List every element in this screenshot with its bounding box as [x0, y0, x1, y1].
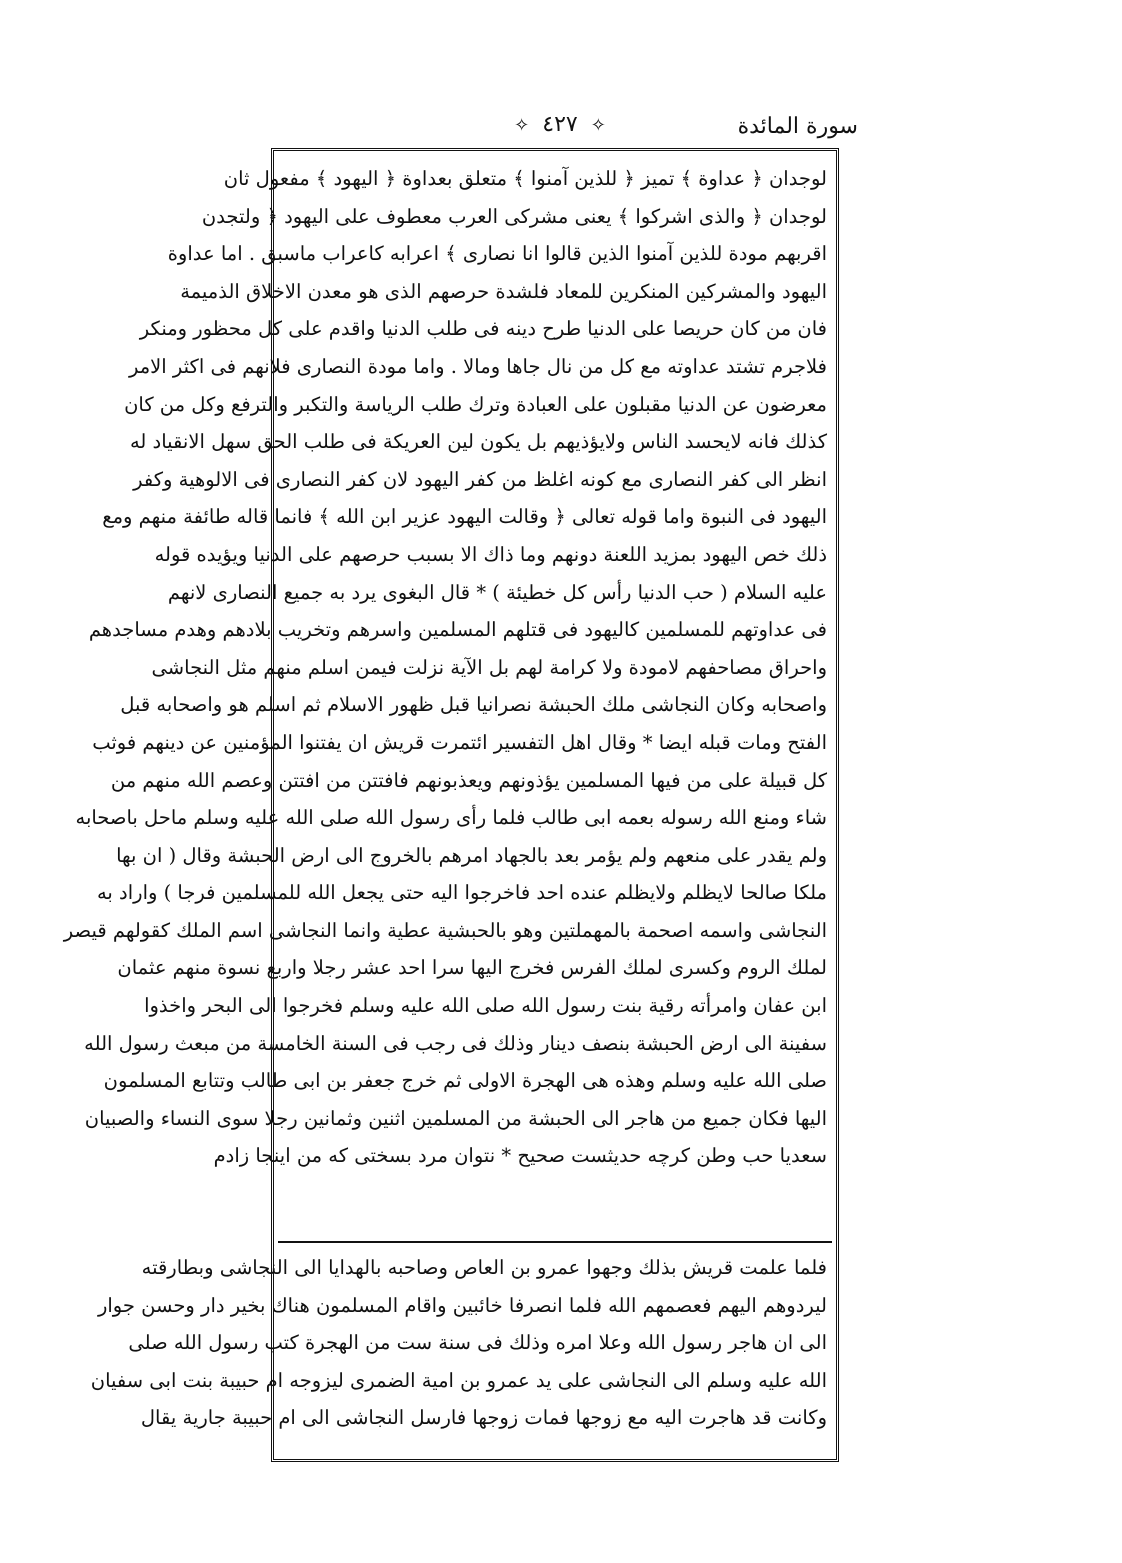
text-line: صلى الله عليه وسلم وهذه هى الهجرة الاولى ثم خرج جعفر بن ابى طالب وتتابع المسلمون: [103, 1069, 827, 1093]
text-line: ليردوهم اليهم فعصمهم الله فلما انصرفا خائبين واقام المسلمون هناك بخير دار وحسن جوار: [97, 1293, 827, 1317]
commentary-body: [63, 160, 827, 1175]
text-line: اقربهم مودة للذين آمنوا الذين قالوا انا نصارى ﴾ اعرابه كاعراب ماسبق . اما عداوة: [167, 242, 827, 266]
text-line: الفتح ومات قبله ايضا * وقال اهل التفسير ائتمرت قريش ان يفتنوا المؤمنين عن دينهم فوثب: [92, 730, 827, 754]
text-line: انظر الى كفر النصارى مع كونه اغلظ من كفر اليهود لان كفر النصارى فى الالوهية وكفر: [133, 467, 827, 491]
text-line: الله عليه وسلم الى النجاشى على يد عمرو بن امية الضمرى ليزوجه ام حبيبة بنت ابى سفيان: [90, 1368, 827, 1392]
text-line: وكانت قد هاجرت اليه مع زوجها فمات زوجها فارسل النجاشى الى ام حبيبة جارية يقال: [140, 1406, 827, 1430]
ornament-left-icon: ✧: [514, 115, 530, 136]
text-line: ولم يقدر على منعهم ولم يؤمر بعد بالجهاد امرهم بالخروج الى ارض الحبشة وقال ( ان بها: [116, 843, 827, 867]
text-line: اليهود والمشركين المنكرين للمعاد فلشدة حرصهم الذى هو معدن الاخلاق الذميمة: [180, 279, 827, 303]
persian-poem-line: سعديا حب وطن كرچه حديثست صحيح * نتوان مرد بسختى كه من اينجا زادم: [213, 1144, 827, 1168]
text-line: الى ان هاجر رسول الله وعلا امره وذلك فى سنة ست من الهجرة كتب رسول الله صلى: [128, 1331, 827, 1355]
text-line: معرضون عن الدنيا مقبلون على العبادة وترك طلب الرياسة والتكبر والترفع وكل من كان: [124, 392, 827, 416]
page-number: ٤٢٧: [542, 112, 578, 137]
text-line: سفينة الى ارض الحبشة بنصف دينار وذلك فى رجب فى السنة الخامسة من مبعث رسول الله: [84, 1031, 827, 1055]
ornament-right-icon: ✧: [590, 115, 606, 136]
text-line: كذلك فانه لايحسد الناس ولايؤذيهم بل يكون لين العريكة فى طلب الحق سهل الانقياد له: [129, 430, 827, 454]
text-line: واصحابه وكان النجاشى ملك الحبشة نصرانيا قبل ظهور الاسلام ثم اسلم هو واصحابه قبل: [120, 693, 827, 717]
text-line: شاء ومنع الله رسوله بعمه ابى طالب فلما رأى رسول الله صلى الله عليه وسلم ماحل باصحابه: [75, 806, 827, 830]
text-line: ابن عفان وامرأته رقية بنت رسول الله صلى الله عليه وسلم فخرجوا الى البحر واخذوا: [144, 994, 827, 1018]
text-line: فلاجرم تشتد عداوته مع كل من نال جاها ومالا . واما مودة النصارى فلانهم فى اكثر الامر: [128, 354, 827, 378]
text-line: لملك الروم وكسرى لملك الفرس فخرج اليها سرا احد عشر رجلا واربع نسوة منهم عثمان: [117, 956, 827, 980]
surah-title: سورة المائدة: [737, 114, 858, 139]
text-line: لوجدان ﴿ عداوة ﴾ تميز ﴿ للذين آمنوا ﴾ متعلق بعداوة ﴿ اليهود ﴾ مفعول ثان: [223, 167, 827, 190]
section-divider: [278, 1241, 832, 1243]
page-number-block: [262, 112, 858, 137]
text-line: اليها فكان جميع من هاجر الى الحبشة من المسلمين اثنين وثمانين رجلا سوى النساء والصبيان: [84, 1106, 827, 1130]
text-line: فى عداوتهم للمسلمين كاليهود فى قتلهم المسلمين واسرهم وتخريب بلادهم وهدم مساجدهم: [88, 618, 827, 642]
text-line: اليهود فى النبوة واما قوله تعالى ﴿ وقالت اليهود عزير ابن الله ﴾ فانما قاله طائفة منهم ومع: [102, 505, 827, 529]
text-line: لوجدان ﴿ والذى اشركوا ﴾ يعنى مشركى العرب معطوف على اليهود ﴿ ولتجدن: [201, 204, 827, 228]
text-line: واحراق مصاحفهم لامودة ولا كرامة لهم بل الآية نزلت فيمن اسلم منهم مثل النجاشى: [151, 655, 827, 679]
text-line: النجاشى واسمه اصحمة بالمهملتين وهو بالحبشية عطية وانما النجاشى اسم الملك كقولهم قيصر: [63, 918, 827, 942]
text-line: عليه السلام ( حب الدنيا رأس كل خطيئة ) * قال البغوى يرد به جميع النصارى لانهم: [167, 580, 827, 604]
commentary-body-lower: [90, 1249, 827, 1437]
text-line: ذلك خص اليهود بمزيد اللعنة دونهم وما ذاك الا بسبب حرصهم على الدنيا ويؤيده قوله: [154, 542, 827, 566]
text-line: فان من كان حريصا على الدنيا طرح دينه فى طلب الدنيا واقدم على كل محظور ومنكر: [139, 317, 827, 341]
page-header: [262, 112, 858, 146]
text-line: كل قبيلة على من فيها المسلمين يؤذونهم ويعذبونهم فافتتن من افتتن وعصم الله منهم من: [110, 768, 827, 792]
text-line: ملكا صالحا لايظلم ولايظلم عنده احد فاخرجوا اليه حتى يجعل الله للمسلمين فرجا ) واراد به: [96, 881, 827, 905]
text-line: فلما علمت قريش بذلك وجهوا عمرو بن العاص وصاحبه بالهدايا الى النجاشى وبطارقته: [141, 1256, 827, 1279]
